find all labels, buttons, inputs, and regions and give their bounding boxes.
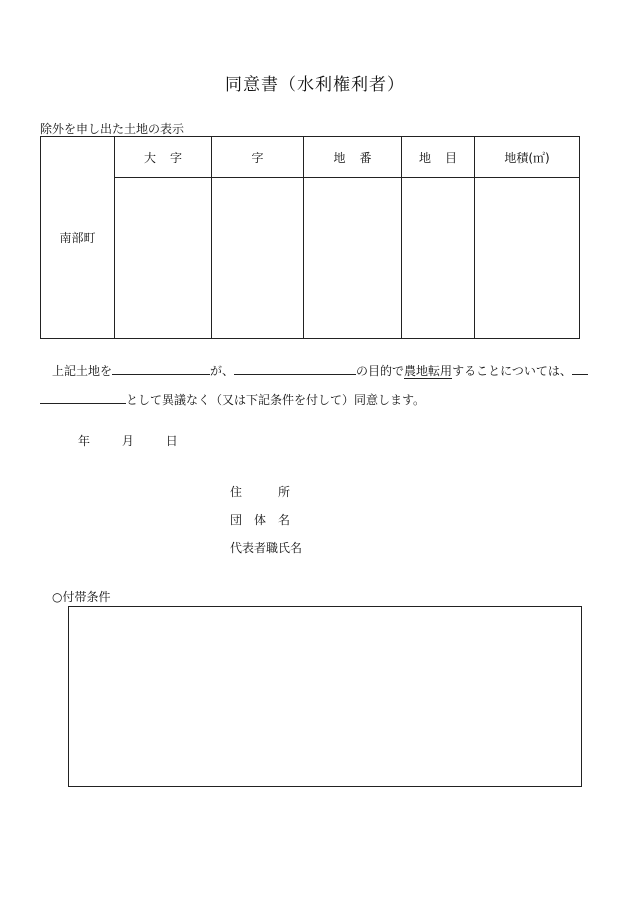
cell-aza[interactable]: [212, 178, 304, 339]
cell-chimoku[interactable]: [402, 178, 475, 339]
consent-ga: が、: [210, 364, 235, 378]
conditions-box[interactable]: [68, 606, 582, 787]
cell-chiseki[interactable]: [475, 178, 580, 339]
consent-middle: することについては、: [452, 364, 572, 378]
date-line: [78, 432, 206, 449]
cell-oaza[interactable]: [115, 178, 212, 339]
signature-address: 住 所: [230, 485, 291, 499]
date-year: 年: [78, 434, 91, 448]
relation-blank-start[interactable]: [572, 362, 588, 375]
relation-blank-end[interactable]: [40, 391, 126, 404]
signature-organization: 団 体 名: [230, 513, 291, 527]
purpose-blank[interactable]: [234, 362, 356, 375]
consent-line-1: [40, 362, 600, 379]
consent-purpose-underlined: 農地転用: [404, 364, 453, 378]
header-chiseki: 地積(㎡): [475, 137, 580, 178]
header-chiban: 地番: [304, 137, 402, 178]
row-label: 南部町: [59, 231, 96, 245]
cell-chiban[interactable]: [304, 178, 402, 339]
page-title: 同意書（水利権利者）: [225, 75, 405, 95]
header-aza: 字: [212, 137, 304, 178]
header-chimoku: 地目: [402, 137, 475, 178]
conditions-label: ○付帯条件: [52, 590, 111, 604]
signature-representative: 代表者職氏名: [230, 541, 303, 555]
consent-line-2: [40, 391, 600, 408]
consent-prefix: 上記土地を: [52, 364, 113, 378]
row-label-cell: [41, 137, 115, 339]
header-oaza: 大字: [115, 137, 212, 178]
land-section-label: 除外を申し出た土地の表示: [40, 122, 185, 136]
applicant-blank[interactable]: [112, 362, 210, 375]
land-table: [40, 136, 580, 339]
date-day: 日: [165, 434, 178, 448]
consent-line2: として異議なく（又は下記条件を付して）同意します。: [126, 393, 426, 407]
consent-purpose-prefix: の目的で: [356, 364, 405, 378]
date-month: 月: [121, 434, 134, 448]
